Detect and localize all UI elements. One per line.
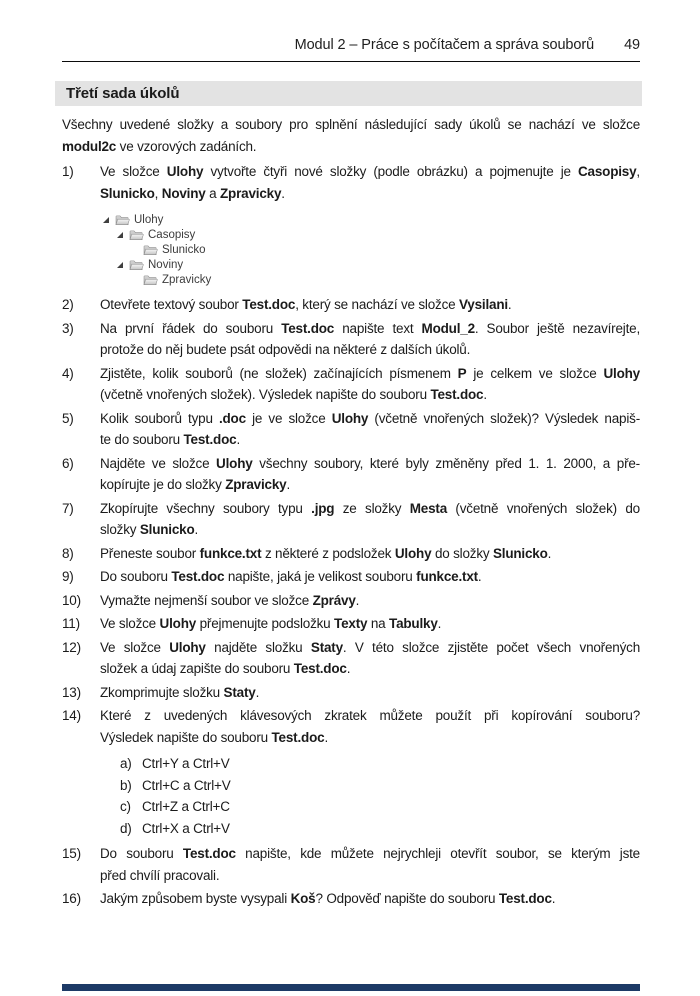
text-run: napište, jaká je velikost souboru	[224, 569, 417, 584]
folder-icon	[129, 228, 146, 241]
option-row	[120, 818, 640, 840]
text-run: napište text	[334, 320, 422, 336]
text-line	[100, 843, 640, 865]
tree-folder-label: Slunicko	[162, 243, 206, 256]
bold-text: Test.doc	[182, 846, 236, 861]
bold-text: Noviny	[161, 185, 206, 201]
task-number: 5)	[62, 410, 74, 426]
text-run: . V této složce zjistěte počet všech vnořených	[342, 639, 640, 655]
task-item	[62, 543, 640, 565]
task-body	[100, 453, 640, 496]
text-run: před chvílí pracovali.	[100, 867, 220, 883]
bold-text: Test.doc	[281, 320, 335, 336]
text-run: Do souboru	[100, 569, 172, 584]
text-run: ? Odpověď napište do souboru	[315, 891, 499, 906]
task-item	[62, 318, 640, 361]
task-item	[62, 294, 640, 316]
section-heading: Třetí sada úkolů	[66, 85, 180, 102]
task-item	[62, 682, 640, 704]
expand-triangle-icon	[102, 216, 115, 224]
bold-text: Texty	[334, 616, 368, 631]
bold-text: Test.doc	[430, 387, 484, 402]
text-run: a	[205, 185, 221, 201]
bold-text: Staty	[223, 684, 256, 700]
option-text: Ctrl+Y a Ctrl+V	[142, 756, 230, 771]
text-run: všechny soubory, které byly změněny před 1. 1. 2000, a pře-	[252, 455, 640, 471]
text-run: (včetně vnořených složek) do	[447, 500, 640, 516]
bold-text: Ulohy	[331, 410, 369, 426]
task-item	[62, 590, 640, 612]
text-run: .	[194, 522, 199, 537]
text-run: Všechny uvedené složky a soubory pro splnění následující sady úkolů se nachází ve složce	[62, 117, 640, 132]
task-number: 15)	[62, 846, 81, 861]
text-line	[100, 658, 640, 680]
folder-tree	[102, 212, 640, 287]
text-line	[100, 498, 640, 520]
task-number: 12)	[62, 639, 81, 655]
header-title: Modul 2 – Práce s počítačem a správa souborů	[294, 37, 595, 53]
text-line	[62, 114, 640, 136]
text-run: Zjistěte, kolik souborů (ne složek) začínajících písmenem	[100, 365, 458, 381]
bold-text: Test.doc	[183, 432, 237, 447]
bold-text: Test.doc	[498, 891, 552, 906]
task-number: 3)	[62, 320, 74, 336]
text-run: Zkomprimujte složku	[100, 684, 224, 700]
text-run: složky	[100, 522, 140, 537]
text-run: Přeneste soubor	[100, 545, 200, 561]
bold-text: Zpravicky	[225, 477, 287, 492]
tree-row	[130, 242, 640, 257]
tree-row	[116, 257, 640, 272]
text-line	[100, 408, 640, 430]
bold-text: Ulohy	[166, 164, 204, 179]
text-line	[100, 682, 640, 704]
text-line	[100, 363, 640, 385]
task-number: 9)	[62, 569, 74, 584]
bold-text: P	[457, 365, 467, 381]
page-content	[62, 114, 640, 910]
task-body	[100, 705, 640, 841]
text-run: Otevřete textový soubor	[100, 297, 243, 312]
bold-text: Ulohy	[394, 545, 432, 561]
task-number: 8)	[62, 545, 74, 561]
text-run: .	[477, 569, 482, 584]
text-line	[100, 705, 640, 727]
text-run: .	[286, 477, 291, 492]
tree-row	[102, 212, 640, 227]
text-run: .	[547, 545, 552, 561]
text-run: te do souboru	[100, 432, 184, 447]
bold-text: Test.doc	[242, 297, 296, 312]
task-item	[62, 705, 640, 841]
option-letter: d)	[120, 820, 132, 836]
bold-text: Modul_2	[421, 320, 475, 336]
bold-text: Zpravicky	[220, 185, 282, 201]
text-line	[100, 888, 640, 910]
bold-text: Test.doc	[171, 569, 225, 584]
text-run: Najděte ve složce	[100, 455, 217, 471]
task-number: 14)	[62, 708, 81, 723]
task-item	[62, 566, 640, 588]
task-item	[62, 637, 640, 680]
text-run: Ve složce	[100, 164, 167, 179]
text-run: vytvořte čtyři nové složky (podle obrázku) a pojmenujte je	[203, 164, 578, 179]
bold-text: .jpg	[311, 500, 335, 516]
text-run: najděte složku	[205, 639, 311, 655]
tree-folder-label: Noviny	[148, 258, 184, 271]
tree-folder-label: Casopisy	[148, 228, 196, 241]
option-letter: a)	[120, 756, 132, 771]
option-text: Ctrl+X a Ctrl+V	[142, 820, 230, 836]
task-item	[62, 888, 640, 910]
text-run: Do souboru	[100, 846, 183, 861]
text-run: Výsledek napište do souboru	[100, 729, 272, 745]
text-run: ,	[154, 185, 162, 201]
tree-folder-label: Ulohy	[134, 213, 164, 226]
bold-text: Koš	[290, 891, 316, 906]
text-run: .	[437, 616, 442, 631]
option-letter: b)	[120, 777, 132, 793]
bold-text: Ulohy	[169, 639, 206, 655]
text-run: . Soubor ještě nezavírejte,	[474, 320, 640, 336]
bold-text: modul2c	[62, 138, 117, 154]
text-run: přejmenujte podsložku	[196, 616, 335, 631]
task-number: 2)	[62, 297, 74, 312]
text-run: na	[367, 616, 390, 631]
folder-icon	[143, 273, 160, 286]
task-body	[100, 682, 640, 704]
text-run: Vymažte nejmenší soubor ve složce	[100, 592, 313, 608]
task-item	[62, 408, 640, 451]
text-line	[100, 519, 640, 541]
tree-row	[116, 227, 640, 242]
text-run: Ve složce	[100, 639, 170, 655]
text-run: ve vzorových zadáních.	[116, 138, 257, 154]
task-body	[100, 363, 640, 406]
text-line	[100, 637, 640, 659]
option-letter: c)	[120, 799, 131, 814]
bold-text: Vysilani	[458, 297, 508, 312]
text-run: (včetně vnořených složek). Výsledek napište do souboru	[100, 387, 431, 402]
text-run: z některé z podsložek	[261, 545, 395, 561]
intro-paragraph	[62, 114, 640, 157]
text-run: Kolik souborů typu	[100, 410, 219, 426]
task-number: 4)	[62, 365, 74, 381]
tree-row	[130, 272, 640, 287]
bold-text: Slunicko	[492, 545, 548, 561]
text-line	[100, 865, 640, 887]
task-body	[100, 498, 640, 541]
option-row	[120, 796, 640, 818]
text-line	[100, 294, 640, 316]
option-text: Ctrl+C a Ctrl+V	[142, 777, 231, 793]
answer-options	[120, 753, 640, 839]
bold-text: Test.doc	[293, 661, 347, 676]
text-run: .	[355, 592, 360, 608]
bold-text: Ulohy	[603, 365, 640, 381]
bold-text: funkce.txt	[416, 569, 478, 584]
text-line	[100, 384, 640, 406]
bold-text: Mesta	[409, 500, 448, 516]
task-number: 16)	[62, 891, 81, 906]
footer-bar	[62, 984, 640, 991]
text-run: je celkem ve složce	[466, 365, 604, 381]
text-run: Jakým způsobem byste vysypali	[100, 891, 291, 906]
text-run: Které z uvedených klávesových zkratek můžete použít při kopírování souboru?	[100, 708, 640, 723]
text-run: .	[551, 891, 556, 906]
text-run: .	[281, 185, 285, 201]
text-run: .	[346, 661, 351, 676]
text-line	[100, 183, 640, 205]
task-body	[100, 843, 640, 886]
text-line	[100, 318, 640, 340]
text-line	[100, 590, 640, 612]
folder-icon	[129, 258, 146, 271]
section-heading-band	[55, 81, 642, 106]
bold-text: Casopisy	[577, 164, 637, 179]
text-line	[62, 136, 640, 158]
text-run: .	[507, 297, 512, 312]
text-run: kopírujte je do složky	[100, 477, 226, 492]
text-run: do složky	[431, 545, 493, 561]
bold-text: Zprávy	[312, 592, 356, 608]
task-body	[100, 161, 640, 292]
option-row	[120, 775, 640, 797]
text-line	[100, 727, 640, 749]
task-number: 13)	[62, 684, 81, 700]
task-list	[62, 161, 640, 910]
text-run: protože do něj budete psát odpovědi na některé z dalších úkolů.	[100, 342, 471, 357]
bold-text: Ulohy	[216, 455, 253, 471]
text-line	[100, 453, 640, 475]
expand-triangle-icon	[116, 231, 129, 239]
task-number: 10)	[62, 592, 81, 608]
task-item	[62, 453, 640, 496]
task-number: 1)	[62, 164, 74, 179]
task-body	[100, 294, 640, 316]
folder-icon	[143, 243, 160, 256]
text-line	[100, 474, 640, 496]
text-run: ze složky	[334, 500, 410, 516]
task-body	[100, 318, 640, 361]
text-run: .	[324, 729, 328, 745]
task-body	[100, 613, 640, 635]
task-number: 7)	[62, 500, 74, 516]
task-item	[62, 498, 640, 541]
text-run: Zkopírujte všechny soubory typu	[100, 500, 312, 516]
bold-text: Test.doc	[271, 729, 325, 745]
bold-text: funkce.txt	[199, 545, 262, 561]
expand-triangle-icon	[116, 261, 129, 269]
task-number: 6)	[62, 455, 74, 471]
page-number: 49	[624, 37, 640, 53]
bold-text: Slunicko	[100, 185, 155, 201]
task-body	[100, 590, 640, 612]
task-body	[100, 888, 640, 910]
task-item	[62, 843, 640, 886]
page-header	[62, 37, 640, 53]
folder-icon	[115, 213, 132, 226]
task-item	[62, 363, 640, 406]
text-line	[100, 429, 640, 451]
header-rule	[62, 61, 640, 62]
text-run: napište, kde můžete nejrychleji otevřít soubor, se kterým jste	[235, 846, 640, 861]
task-item	[62, 161, 640, 292]
bold-text: Slunicko	[139, 522, 195, 537]
task-body	[100, 566, 640, 588]
tree-folder-label: Zpravicky	[162, 273, 212, 286]
task-body	[100, 543, 640, 565]
text-line	[100, 543, 640, 565]
task-number: 11)	[62, 616, 80, 631]
text-line	[100, 613, 640, 635]
text-run: Na první řádek do souboru	[100, 320, 282, 336]
text-run: (včetně vnořených složek)? Výsledek napiš-	[368, 410, 640, 426]
option-row	[120, 753, 640, 775]
bold-text: Ulohy	[159, 616, 197, 631]
text-run: .	[483, 387, 487, 402]
text-line	[100, 339, 640, 361]
tree-indent-spacer	[130, 276, 143, 284]
task-body	[100, 408, 640, 451]
tree-indent-spacer	[130, 246, 143, 254]
option-text: Ctrl+Z a Ctrl+C	[142, 799, 230, 814]
task-item	[62, 613, 640, 635]
text-line	[100, 566, 640, 588]
text-run: ,	[636, 164, 640, 179]
text-run: , který se nachází ve složce	[295, 297, 459, 312]
bold-text: Staty	[310, 639, 343, 655]
text-run: .	[236, 432, 240, 447]
text-run: .	[255, 684, 260, 700]
text-line	[100, 161, 640, 183]
bold-text: .doc	[218, 410, 246, 426]
text-run: Ve složce	[100, 616, 160, 631]
task-body	[100, 637, 640, 680]
text-run: je ve složce	[245, 410, 332, 426]
text-run: složek a údaj zapište do souboru	[100, 661, 294, 676]
bold-text: Tabulky	[389, 616, 438, 631]
